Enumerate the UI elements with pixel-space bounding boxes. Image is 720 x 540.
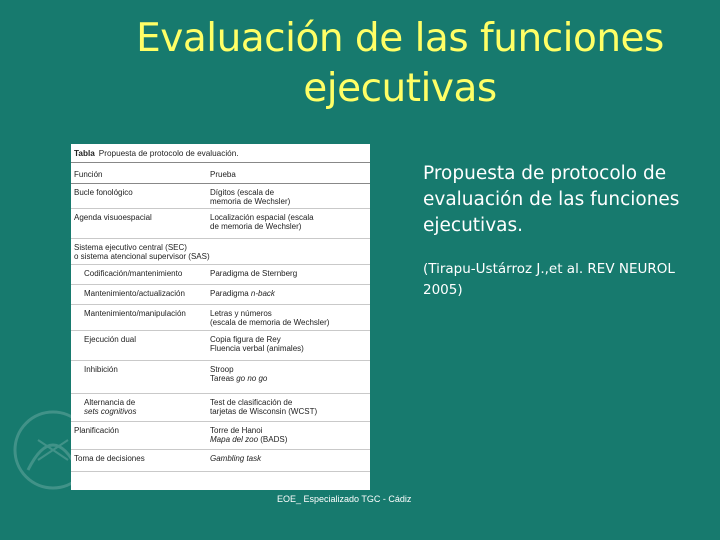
row-test-text: Tareas [210, 374, 237, 383]
row-test-line1: Stroop [210, 365, 234, 374]
row-test-line1: Torre de Hanoi [210, 426, 263, 435]
header-test: Prueba [210, 170, 236, 179]
row-test-line2 [210, 374, 370, 383]
row-test-italic: n-back [250, 289, 275, 298]
group-function [71, 243, 370, 261]
row-test-italic: Mapa del zoo [210, 435, 259, 444]
row-test-line2: (escala de memoria de Wechsler) [210, 318, 330, 327]
row-test [208, 213, 370, 231]
row-test [208, 365, 370, 383]
row-function [71, 398, 208, 416]
table-header [71, 166, 370, 184]
table-caption [71, 144, 370, 163]
row-test [208, 289, 370, 298]
row-test: Gambling task [210, 454, 262, 463]
table-caption-label: Tabla [74, 148, 95, 158]
row-test [208, 309, 370, 327]
row-test [208, 426, 370, 444]
row-test-text: Paradigma [210, 289, 251, 298]
table-row [71, 285, 370, 305]
row-function: Inhibición [84, 365, 118, 374]
table-row [71, 422, 370, 450]
protocol-table-image [71, 144, 370, 490]
row-function: Agenda visuoespacial [74, 213, 152, 222]
slide-footer: EOE_ Especializado TGC - Cádiz [277, 494, 412, 504]
row-test-line1: Copia figura de Rey [210, 335, 281, 344]
table-row [71, 184, 370, 209]
row-test [208, 335, 370, 353]
table-row [71, 265, 370, 285]
row-test-line1: Dígitos (escala de [210, 188, 275, 197]
slide-description: Propuesta de protocolo de evaluación de las funciones ejecutivas. [423, 163, 680, 236]
row-test-text: (BADS) [258, 435, 288, 444]
row-function: Mantenimiento/manipulación [84, 309, 186, 318]
table-caption-text: Propuesta de protocolo de evaluación. [98, 148, 239, 158]
row-test-line2 [210, 435, 370, 444]
title-line-2: ejecutivas [303, 66, 497, 111]
slide-citation: (Tirapu-Ustárroz J.,et al. REV NEUROL 2005) [423, 261, 675, 298]
row-test-line2: memoria de Wechsler) [210, 197, 291, 206]
table-group-row [71, 239, 370, 265]
group-line2: o sistema atencional supervisor (SAS) [74, 252, 210, 261]
row-function-line2: sets cognitivos [84, 407, 137, 416]
table-row [71, 305, 370, 331]
table-row [71, 209, 370, 239]
title-line-1: Evaluación de las funciones [136, 16, 664, 61]
row-test: Paradigma de Sternberg [210, 269, 298, 278]
group-line1: Sistema ejecutivo central (SEC) [74, 243, 187, 252]
slide-title [100, 14, 700, 114]
table-row [71, 361, 370, 394]
row-test-line2: tarjetas de Wisconsin (WCST) [210, 407, 318, 416]
row-function-line1: Alternancia de [84, 398, 136, 407]
row-function: Mantenimiento/actualización [84, 289, 185, 298]
row-test-line2: de memoria de Wechsler) [210, 222, 302, 231]
row-test-line1: Test de clasificación de [210, 398, 293, 407]
row-test [208, 188, 370, 206]
table-row [71, 450, 370, 472]
row-test [208, 398, 370, 416]
header-function: Función [74, 170, 103, 179]
row-function: Codificación/mantenimiento [84, 269, 183, 278]
row-function: Toma de decisiones [74, 454, 145, 463]
row-test-italic: go no go [236, 374, 268, 383]
row-function: Bucle fonológico [74, 188, 133, 197]
row-test-line2: Fluencia verbal (animales) [210, 344, 304, 353]
row-function: Planificación [74, 426, 119, 435]
row-function: Ejecución dual [84, 335, 137, 344]
row-test-line1: Letras y números [210, 309, 272, 318]
row-test-line1: Localización espacial (escala [210, 213, 314, 222]
table-row [71, 394, 370, 422]
table-row [71, 331, 370, 361]
